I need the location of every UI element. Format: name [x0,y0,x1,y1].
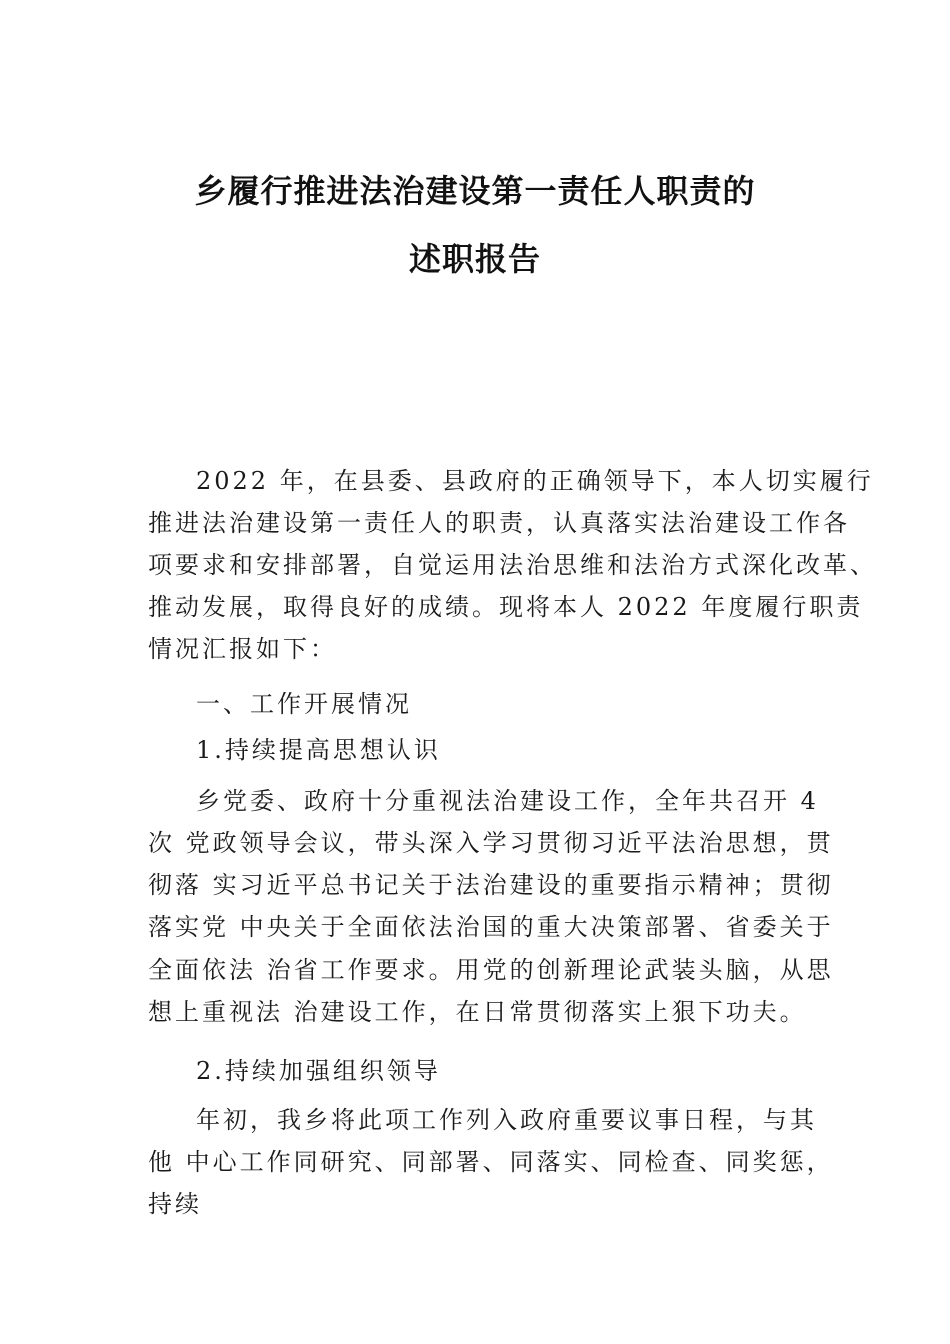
doc-title-line-1: 乡履行推进法治建设第一责任人职责的 [194,172,756,210]
body-line: 他 中心工作同研究、同部署、同落实、同检查、同奖惩， [148,1148,834,1176]
subsection-heading: 2.持续加强组织领导 [196,1057,441,1085]
intro-line: 情况汇报如下： [148,635,337,663]
body-line: 年初，我乡将此项工作列入政府重要议事日程，与其 [196,1106,817,1134]
body-line: 全面依法 治省工作要求。用党的创新理论武装头脑，从思 [148,956,834,984]
intro-line: 2022 年，在县委、县政府的正确领导下，本人切实履行 [196,467,874,495]
doc-title-line-2: 述职报告 [408,240,541,278]
section-heading: 一、工作开展情况 [196,690,412,718]
body-line: 乡党委、政府十分重视法治建设工作，全年共召开 4 [196,787,819,815]
intro-line: 推动发展，取得良好的成绩。现将本人 2022 年度履行职责 [148,593,864,621]
body-line: 持续 [148,1190,202,1218]
body-line: 次 党政领导会议，带头深入学习贯彻习近平法治思想，贯 [148,829,834,857]
intro-line: 推进法治建设第一责任人的职责，认真落实法治建设工作各 [148,509,850,537]
body-line: 彻落 实习近平总书记关于法治建设的重要指示精神；贯彻 [148,871,834,899]
body-line: 想上重视法 治建设工作，在日常贯彻落实上狠下功夫。 [148,998,807,1026]
intro-line: 项要求和安排部署，自觉运用法治思维和法治方式深化改革、 [148,551,877,579]
body-line: 落实党 中央关于全面依法治国的重大决策部署、省委关于 [148,913,834,941]
subsection-heading: 1.持续提高思想认识 [196,736,441,764]
